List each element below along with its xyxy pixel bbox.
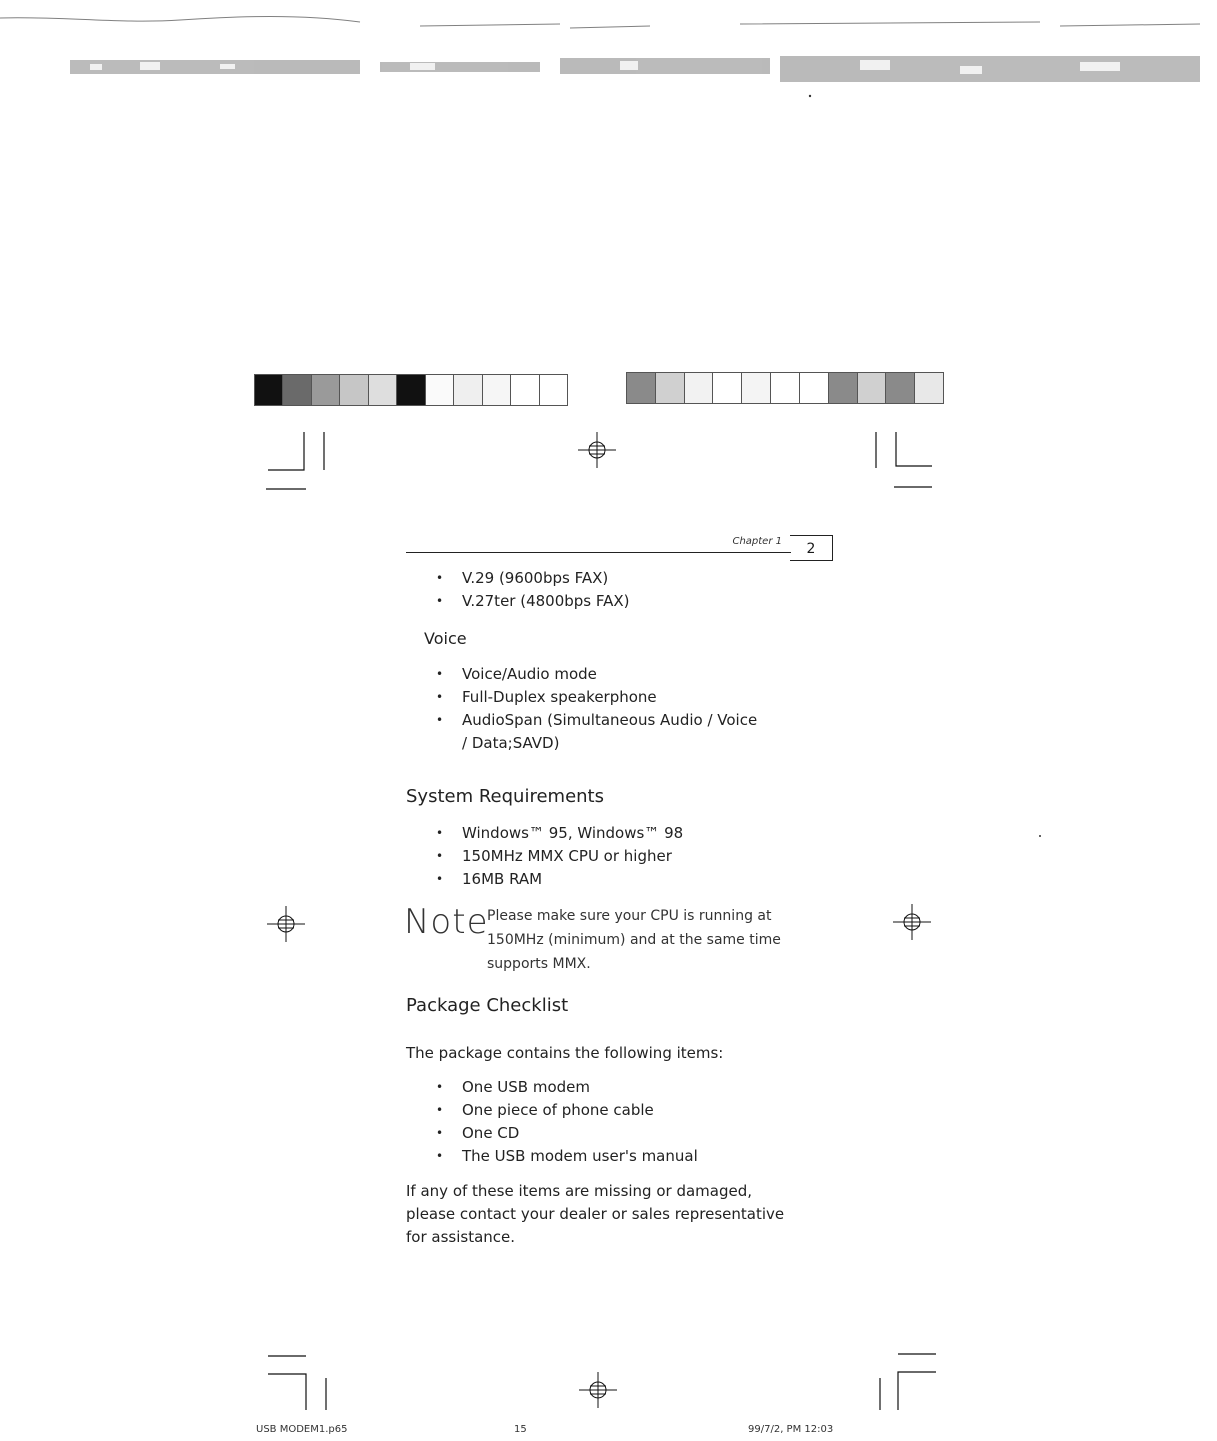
list-item: • Voice/Audio mode — [436, 663, 796, 686]
footer-sheet: 15 — [514, 1424, 527, 1435]
list-item: • One USB modem — [436, 1076, 698, 1099]
list-item: • Full-Duplex speakerphone — [436, 686, 796, 709]
package-list — [436, 1076, 698, 1168]
system-requirements-list — [436, 822, 683, 891]
list-item: • 150MHz MMX CPU or higher — [436, 845, 683, 868]
package-checklist-title: Package Checklist — [406, 995, 569, 1016]
voice-list — [436, 663, 796, 755]
list-item: • AudioSpan (Simultaneous Audio / Voice / Data;SAVD) — [436, 709, 762, 755]
note-text: Please make sure your CPU is running at 150MHz (minimum) and at the same time supports MMX. — [487, 908, 781, 972]
footer-file-name: USB MODEM1.p65 — [256, 1424, 348, 1435]
page-number: 2 — [790, 535, 833, 561]
list-item: • One CD — [436, 1122, 698, 1145]
list-item: • One piece of phone cable — [436, 1099, 698, 1122]
fax-list — [436, 567, 630, 613]
list-item: • Windows™ 95, Windows™ 98 — [436, 822, 683, 845]
list-item: • V.27ter (4800bps FAX) — [436, 590, 630, 613]
header-rule — [406, 552, 791, 553]
system-requirements-title: System Requirements — [406, 786, 604, 807]
list-item: • 16MB RAM — [436, 868, 683, 891]
voice-heading: Voice — [424, 629, 467, 648]
chapter-label: Chapter 1 — [732, 536, 782, 547]
note-label: Note — [404, 902, 489, 942]
list-item: • V.29 (9600bps FAX) — [436, 567, 630, 590]
package-closing: If any of these items are missing or damaged, please contact your dealer or sales representative for assistance. — [406, 1182, 785, 1246]
list-item: • The USB modem user's manual — [436, 1145, 698, 1168]
package-intro: The package contains the following items: — [406, 1044, 724, 1062]
footer-timestamp: 99/7/2, PM 12:03 — [748, 1424, 834, 1435]
